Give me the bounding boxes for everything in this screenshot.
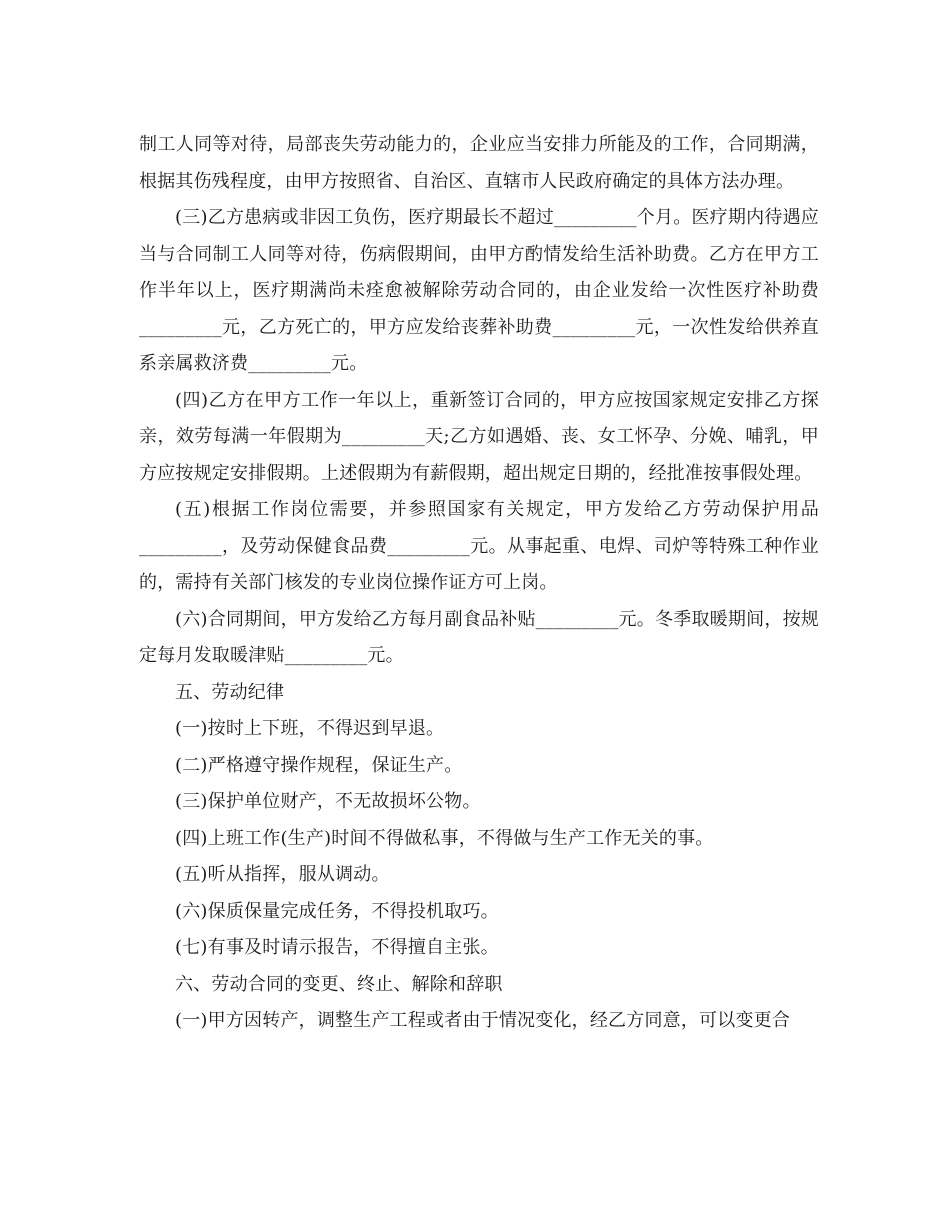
section-heading-labor-discipline: 五、劳动纪律 — [175, 681, 285, 703]
paragraph-home-leave: (四)乙方在甲方工作一年以上，重新签订合同的，甲方应按国家规定安排乙方探亲，效劳每满一年假期为_________天;乙方如遇婚、丧、女工怀孕、分娩、哺乳，甲方应按规定安排假期。上述假期为有薪假期，超出规定日期的，经批准按事假处理。 — [139, 389, 819, 484]
discipline-item-7: (七)有事及时请示报告，不得擅自主张。 — [175, 937, 499, 958]
paragraph-protective-supplies: (五)根据工作岗位需要，并参照国家有关规定，甲方发给乙方劳动保护用品_________，及劳动保健食品费_________元。从事起重、电焊、司炉等特殊工种作业的，需持有关部门核发的专业岗位操作证方可上岗。 — [139, 499, 819, 593]
discipline-item-4: (四)上班工作(生产)时间不得做私事，不得做与生产工作无关的事。 — [175, 827, 714, 849]
discipline-item-2: (二)严格遵守操作规程，保证生产。 — [175, 754, 463, 776]
discipline-item-5: (五)听从指挥，服从调动。 — [175, 864, 390, 885]
discipline-item-6: (六)保质保量完成任务，不得投机取巧。 — [175, 900, 499, 922]
paragraph-disability-continuation: 制工人同等对待，局部丧失劳动能力的，企业应当安排力所能及的工作，合同期满，根据其伤残程度，由甲方按照省、自治区、直辖市人民政府确定的具体方法办理。 — [139, 134, 819, 192]
paragraph-illness-medical-period: (三)乙方患病或非因工负伤，医疗期最长不超过_________个月。医疗期内待遇应当与合同制工人同等对待，伤病假期间，由甲方酌情发给生活补助费。乙方在甲方工作半年以上，医疗期满尚未痊愈被解除劳动合同的，由企业发给一次性医疗补助费_________元，乙方死亡的，甲方应发给丧葬补助费_________元，一次性发给供养直系亲属救济费_________元。 — [139, 207, 819, 374]
discipline-item-1: (一)按时上下班，不得迟到早退。 — [175, 718, 445, 739]
paragraph-contract-change-1: (一)甲方因转产，调整生产工程或者由于情况变化，经乙方同意，可以变更合 — [175, 1010, 791, 1031]
discipline-item-3: (三)保护单位财产，不无故损坏公物。 — [175, 791, 481, 812]
document-body — [139, 127, 819, 1040]
section-heading-contract-changes: 六、劳动合同的变更、终止、解除和辞职 — [175, 973, 503, 995]
paragraph-food-heating-allowance: (六)合同期间，甲方发给乙方每月副食品补贴_________元。冬季取暖期间，按规定每月发取暖津贴_________元。 — [139, 608, 819, 666]
